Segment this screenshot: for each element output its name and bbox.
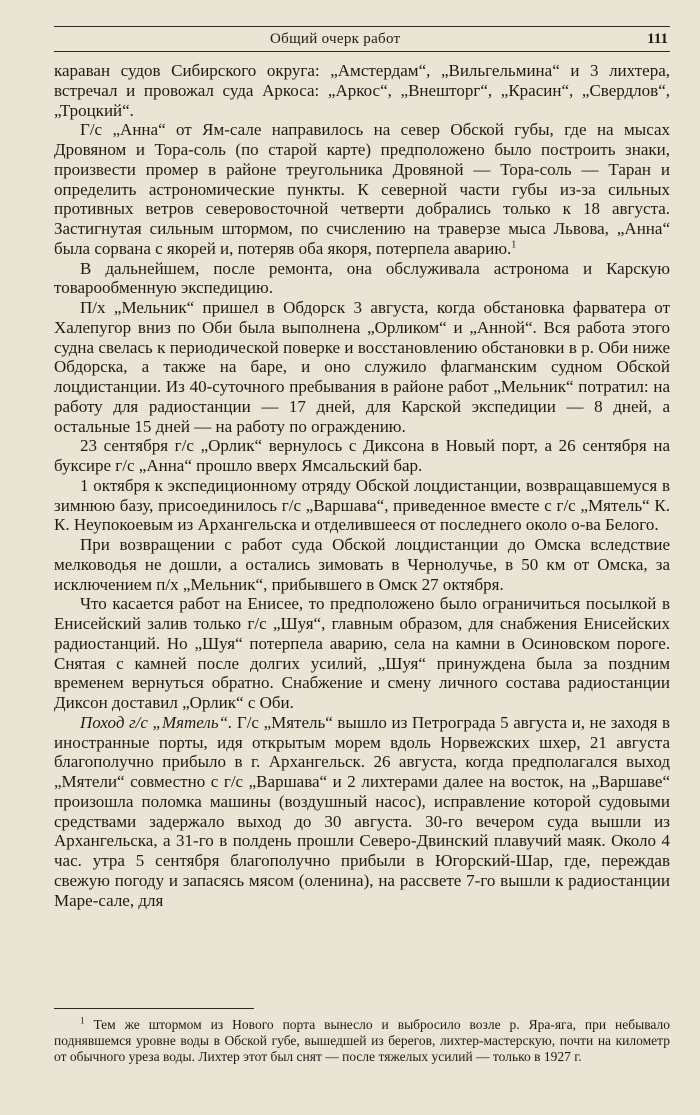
- paragraph: [54, 259, 670, 299]
- paragraph: [54, 535, 670, 594]
- paragraph: [54, 61, 670, 120]
- running-title: Общий очерк работ: [270, 31, 401, 47]
- footnote-mark: 1: [80, 1015, 85, 1026]
- paragraph-text: При возвращении с работ суда Обской лоцдистанции до Омска вследствие мелководья не дошли, а остались зимовать в Чернолучье, в 50 км от Омска, за исключением п/х „Мельник“, прибывшего в Омск 27 октября.: [54, 535, 670, 594]
- paragraph: [54, 476, 670, 535]
- paragraph: [54, 436, 670, 476]
- paragraph-text: В дальнейшем, после ремонта, она обслуживала астронома и Карскую товарообменную экспедицию.: [54, 258, 670, 298]
- page-number: 111: [647, 31, 668, 47]
- paragraph: [54, 298, 670, 436]
- footnote: [54, 1017, 670, 1065]
- section-run-in-title: Поход г/с „Мятель“.: [80, 712, 233, 732]
- paragraph: [54, 120, 670, 258]
- main-text: [54, 61, 670, 910]
- paragraph: [54, 713, 670, 911]
- footnote-divider: [54, 1008, 254, 1009]
- paragraph-text: Что касается работ на Енисее, то предположено было ограничиться посылкой в Енисейский залив только г/с „Шуя“, главным образом, для снабжения Енисейских радиостанций. Но „Шуя“ потерпела аварию, села на камни в Осиновском пороге. Снятая с камней после долгих усилий, „Шуя“ принуждена была за поздним временем вернуться обратно. Снабжение и смену личного состава радиостанции Диксон доставил „Орлик“ с Оби.: [54, 594, 670, 712]
- paragraph-text: 1 октября к экспедиционному отряду Обской лоцдистанции, возвращавшемуся в зимнюю базу, присоединилось г/с „Варшава“, приведенное вместе с г/с „Мятель“ К. К. Неупокоевым из Архангельска и отделившееся от последнего около о-ва Белого.: [54, 475, 670, 535]
- paragraph: [54, 594, 670, 713]
- paragraph-text: 23 сентября г/с „Орлик“ вернулось с Диксона в Новый порт, а 26 сентября на буксире г/с „Анна“ прошло вверх Ямсальский бар.: [54, 436, 670, 475]
- paragraph-text: П/х „Мельник“ пришел в Обдорск 3 августа, когда обстановка фарватера от Халепугор вниз по Оби была выполнена „Орликом“ и „Анной“. Вся работа этого судна свелась к периодической поверке и восстановлению обстановки в р. Оби ниже Обдорска, а также на баре, и оно служило флагманским судном Обской лоцдистанции. Из 40-суточного пребывания в районе работ „Мельник“ потратил: на работу для радиостанции — 17 дней, для Карской экспедиции — 8 дней, а остальные 15 дней — на работу по ограждению.: [54, 298, 670, 436]
- footnote-reference: 1: [511, 239, 517, 251]
- footnote-paragraph: [54, 1017, 670, 1065]
- paragraph-text: караван судов Сибирского округа: „Амстердам“, „Вильгельмина“ и 3 лихтера, встречал и провожал суда Аркоса: „Аркос“, „Внешторг“, „Красин“, „Свердлов“, „Троцкий“.: [54, 61, 670, 120]
- footnote-text: Тем же штормом из Нового порта вынесло и выбросило возле р. Яра-яга, при небывало поднявшемся уровне воды в Обской губе, вышедшей из берегов, лихтер-мастерскую, почти на километр от обычного уреза воды. Лихтер этот был снят — после тяжелых усилий — только в 1927 г.: [54, 1017, 670, 1064]
- running-header: [54, 26, 670, 52]
- paragraph-text: Г/с „Мятель“ вышло из Петрограда 5 августа и, не заходя в иностранные порты, идя открытым морем вдоль Норвежских шхер, 21 августа благополучно прибыло в г. Архангельск. 26 августа, когда предполагался выход „Мятели“ совместно с г/с „Варшава“ и 2 лихтерами далее на восток, на „Варшаве“ произошла поломка машины (воздушный насос), исправление которой судовыми средствами задержало выход до 30 августа. 30-го вечером суда вышли из Архангельска, а 31-го в полдень прошли Северо-Двинский плавучий маяк. Около 4 час. утра 5 сентября благополучно прибыли в Югорский-Шар, где, переждав свежую погоду и запасясь мясом (оленина), на рассвете 7-го вышли к радиостанции Маре-сале, для: [54, 712, 670, 910]
- paragraph-text: Г/с „Анна“ от Ям-сале направилось на север Обской губы, где на мысах Дровяном и Тора-соль (по старой карте) предположено было построить знаки, произвести промер в районе треугольника Дровяной — Тора-соль — Таран и определить астрономические пункты. К северной части губы из-за сильных противных ветров северовосточной четверти добрались только к 18 августа. Застигнутая сильным штормом, по счислению на траверзе мыса Львова, „Анна“ была сорвана с якорей и, потеряв оба якоря, потерпела аварию.: [54, 120, 670, 258]
